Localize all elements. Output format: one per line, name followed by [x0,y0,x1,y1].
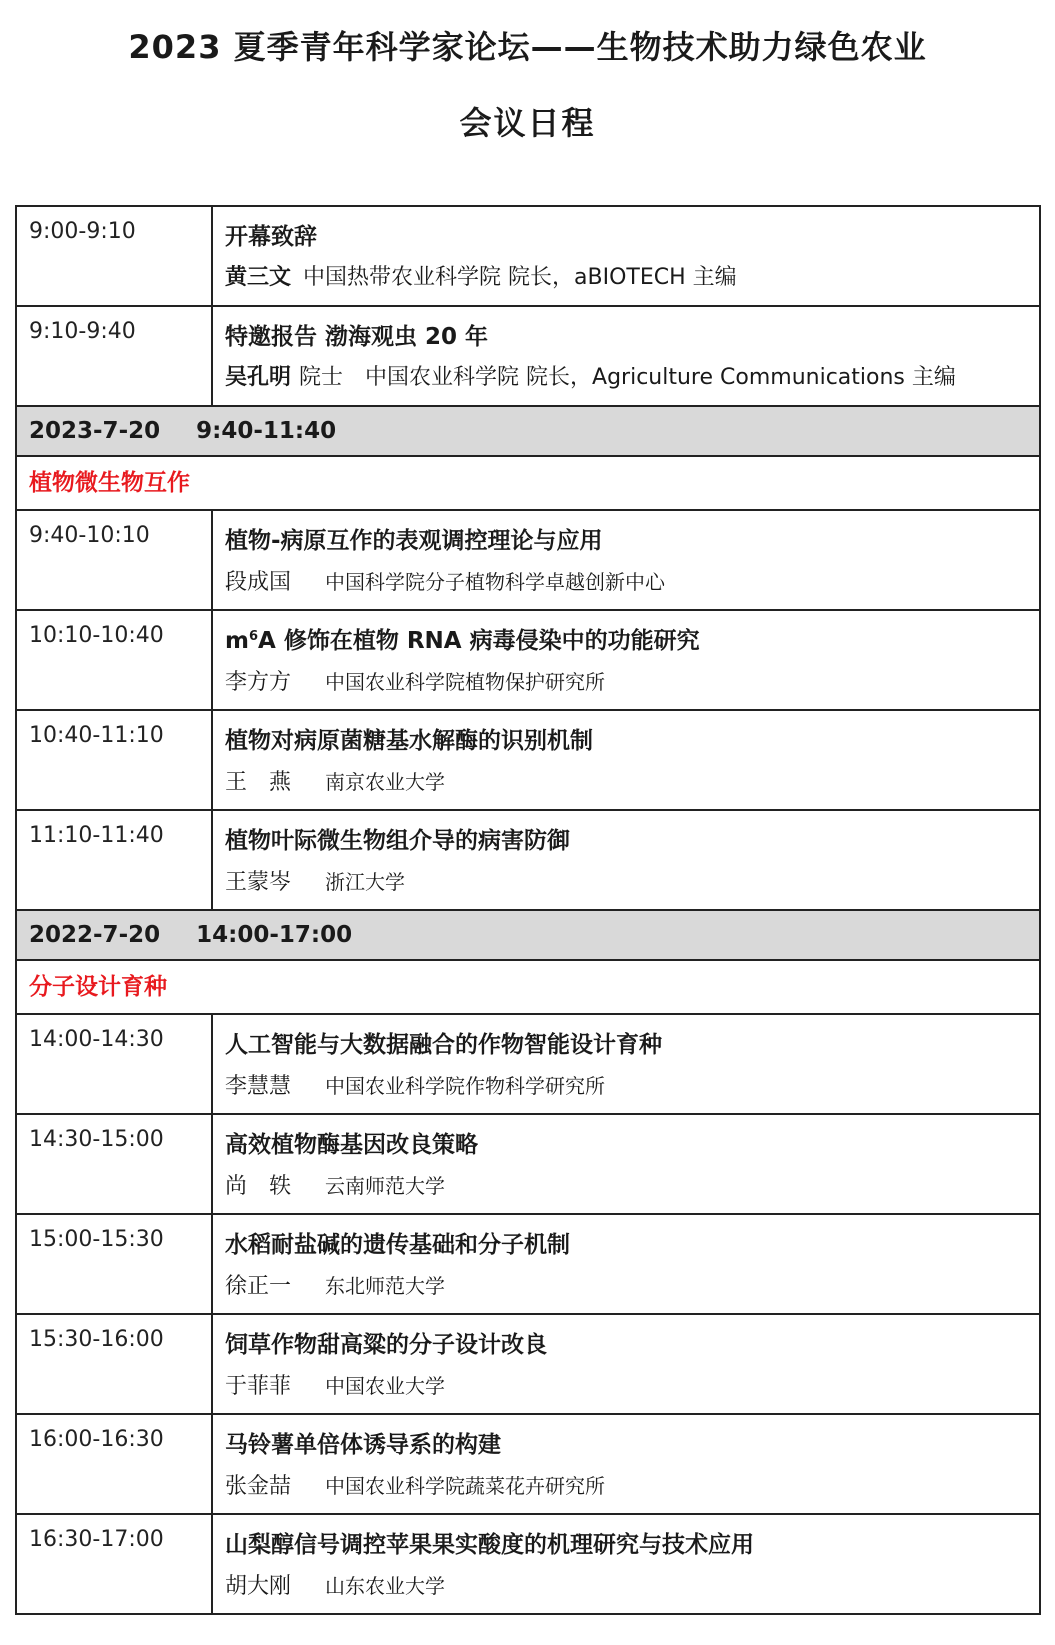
talk-cell [212,1114,1040,1214]
speaker-affiliation: 中国农业科学院 院长，Agriculture Communications 主编 [365,365,956,390]
speaker-name: 胡大刚 [225,1574,292,1599]
session-date: 2023-7-20 [29,418,161,444]
agenda-row [16,1214,1040,1314]
talk-title: 饲草作物甜高粱的分子设计改良 [225,1332,547,1358]
date-cell [16,406,1040,456]
talk-cell [212,510,1040,610]
speaker-line [225,1165,1039,1213]
talk-cell [212,1014,1040,1114]
time-slot: 14:00-14:30 [16,1014,212,1114]
session-date: 2022-7-20 [29,922,161,948]
talk-cell [212,710,1040,810]
agenda-row [16,206,1040,306]
time-slot: 16:30-17:00 [16,1514,212,1614]
agenda-row [16,510,1040,610]
time-slot: 9:00-9:10 [16,206,212,306]
speaker-name: 李慧慧 [225,1074,292,1099]
talk-cell [212,1214,1040,1314]
speaker-line [225,1365,1039,1413]
talk-title: 人工智能与大数据融合的作物智能设计育种 [225,1032,662,1058]
speaker-line [225,561,1039,609]
speaker-affiliation: 中国农业科学院植物保护研究所 [325,670,605,694]
talk-title-superscript: 6 [248,629,259,644]
agenda-row [16,1114,1040,1214]
speaker-line [225,861,1039,909]
speaker-affiliation: 中国热带农业科学院 院长，aBIOTECH 主编 [303,265,737,290]
speaker-line [225,1265,1039,1313]
agenda-row [16,1414,1040,1514]
speaker-affiliation: 南京农业大学 [325,770,445,794]
speaker-affiliation: 东北师范大学 [325,1274,445,1298]
talk-title: 植物叶际微生物组介导的病害防御 [225,828,570,854]
document-title: 2023 夏季青年科学家论坛——生物技术助力绿色农业 [128,28,927,66]
talk-title: 水稻耐盐碱的遗传基础和分子机制 [225,1232,570,1258]
speaker-affiliation: 浙江大学 [325,870,405,894]
time-slot: 10:40-11:10 [16,710,212,810]
talk-cell [212,610,1040,710]
document-subtitle: 会议日程 [459,104,596,142]
speaker-line [225,257,1039,305]
date-row [16,406,1040,456]
agenda-row [16,710,1040,810]
talk-cell [212,1514,1040,1614]
agenda-table [15,205,1041,1615]
speaker-line [225,761,1039,809]
date-row [16,910,1040,960]
talk-cell [212,810,1040,910]
time-slot: 10:10-10:40 [16,610,212,710]
speaker-name: 吴孔明 [225,365,292,390]
session-row [16,456,1040,510]
talk-cell [212,1414,1040,1514]
speaker-line [225,1065,1039,1113]
speaker-affiliation: 山东农业大学 [325,1574,445,1598]
speaker-name: 王蒙岑 [225,870,292,895]
speaker-line [225,1465,1039,1513]
session-title: 分子设计育种 [16,960,1040,1014]
speaker-affiliation: 中国农业科学院蔬菜花卉研究所 [325,1474,605,1498]
time-slot: 11:10-11:40 [16,810,212,910]
speaker-name: 徐正一 [225,1274,292,1299]
speaker-line [225,661,1039,709]
speaker-role: 院士 [299,365,344,390]
agenda-row [16,1014,1040,1114]
agenda-row [16,306,1040,406]
speaker-affiliation: 中国科学院分子植物科学卓越创新中心 [325,570,665,594]
agenda-row [16,610,1040,710]
talk-title [225,621,1039,661]
date-cell [16,910,1040,960]
session-time-range: 9:40-11:40 [196,418,337,444]
talk-cell [212,206,1040,306]
talk-cell [212,1314,1040,1414]
time-slot: 9:10-9:40 [16,306,212,406]
session-time-range: 14:00-17:00 [196,922,353,948]
talk-title: 高效植物酶基因改良策略 [225,1132,478,1158]
session-title: 植物微生物互作 [16,456,1040,510]
speaker-name: 李方方 [225,670,292,695]
session-row [16,960,1040,1014]
speaker-name: 于菲菲 [225,1374,292,1399]
speaker-affiliation: 中国农业科学院作物科学研究所 [325,1074,605,1098]
talk-title: 植物-病原互作的表观调控理论与应用 [225,528,603,554]
speaker-name: 王 燕 [225,770,292,795]
speaker-affiliation: 中国农业大学 [325,1374,445,1398]
time-slot: 15:30-16:00 [16,1314,212,1414]
speaker-name: 张金喆 [225,1474,292,1499]
speaker-name: 段成国 [225,570,292,595]
talk-cell [212,306,1040,406]
time-slot: 9:40-10:10 [16,510,212,610]
agenda-row [16,1514,1040,1614]
time-slot: 14:30-15:00 [16,1114,212,1214]
talk-title: 植物对病原菌糖基水解酶的识别机制 [225,728,593,754]
talk-title-prefix: m [225,628,249,654]
agenda-row [16,1314,1040,1414]
talk-title: 山梨醇信号调控苹果果实酸度的机理研究与技术应用 [225,1532,754,1558]
agenda-row [16,810,1040,910]
speaker-name: 尚 轶 [225,1174,292,1199]
speaker-affiliation: 云南师范大学 [325,1174,445,1198]
speaker-name: 黄三文 [225,265,292,290]
time-slot: 15:00-15:30 [16,1214,212,1314]
time-slot: 16:00-16:30 [16,1414,212,1514]
talk-title: 开幕致辞 [225,224,317,250]
talk-title-rest: A 修饰在植物 RNA 病毒侵染中的功能研究 [258,628,700,654]
talk-title: 特邀报告 渤海观虫 20 年 [225,324,489,350]
talk-title: 马铃薯单倍体诱导系的构建 [225,1432,501,1458]
speaker-line [225,357,1039,405]
speaker-line [225,1565,1039,1613]
